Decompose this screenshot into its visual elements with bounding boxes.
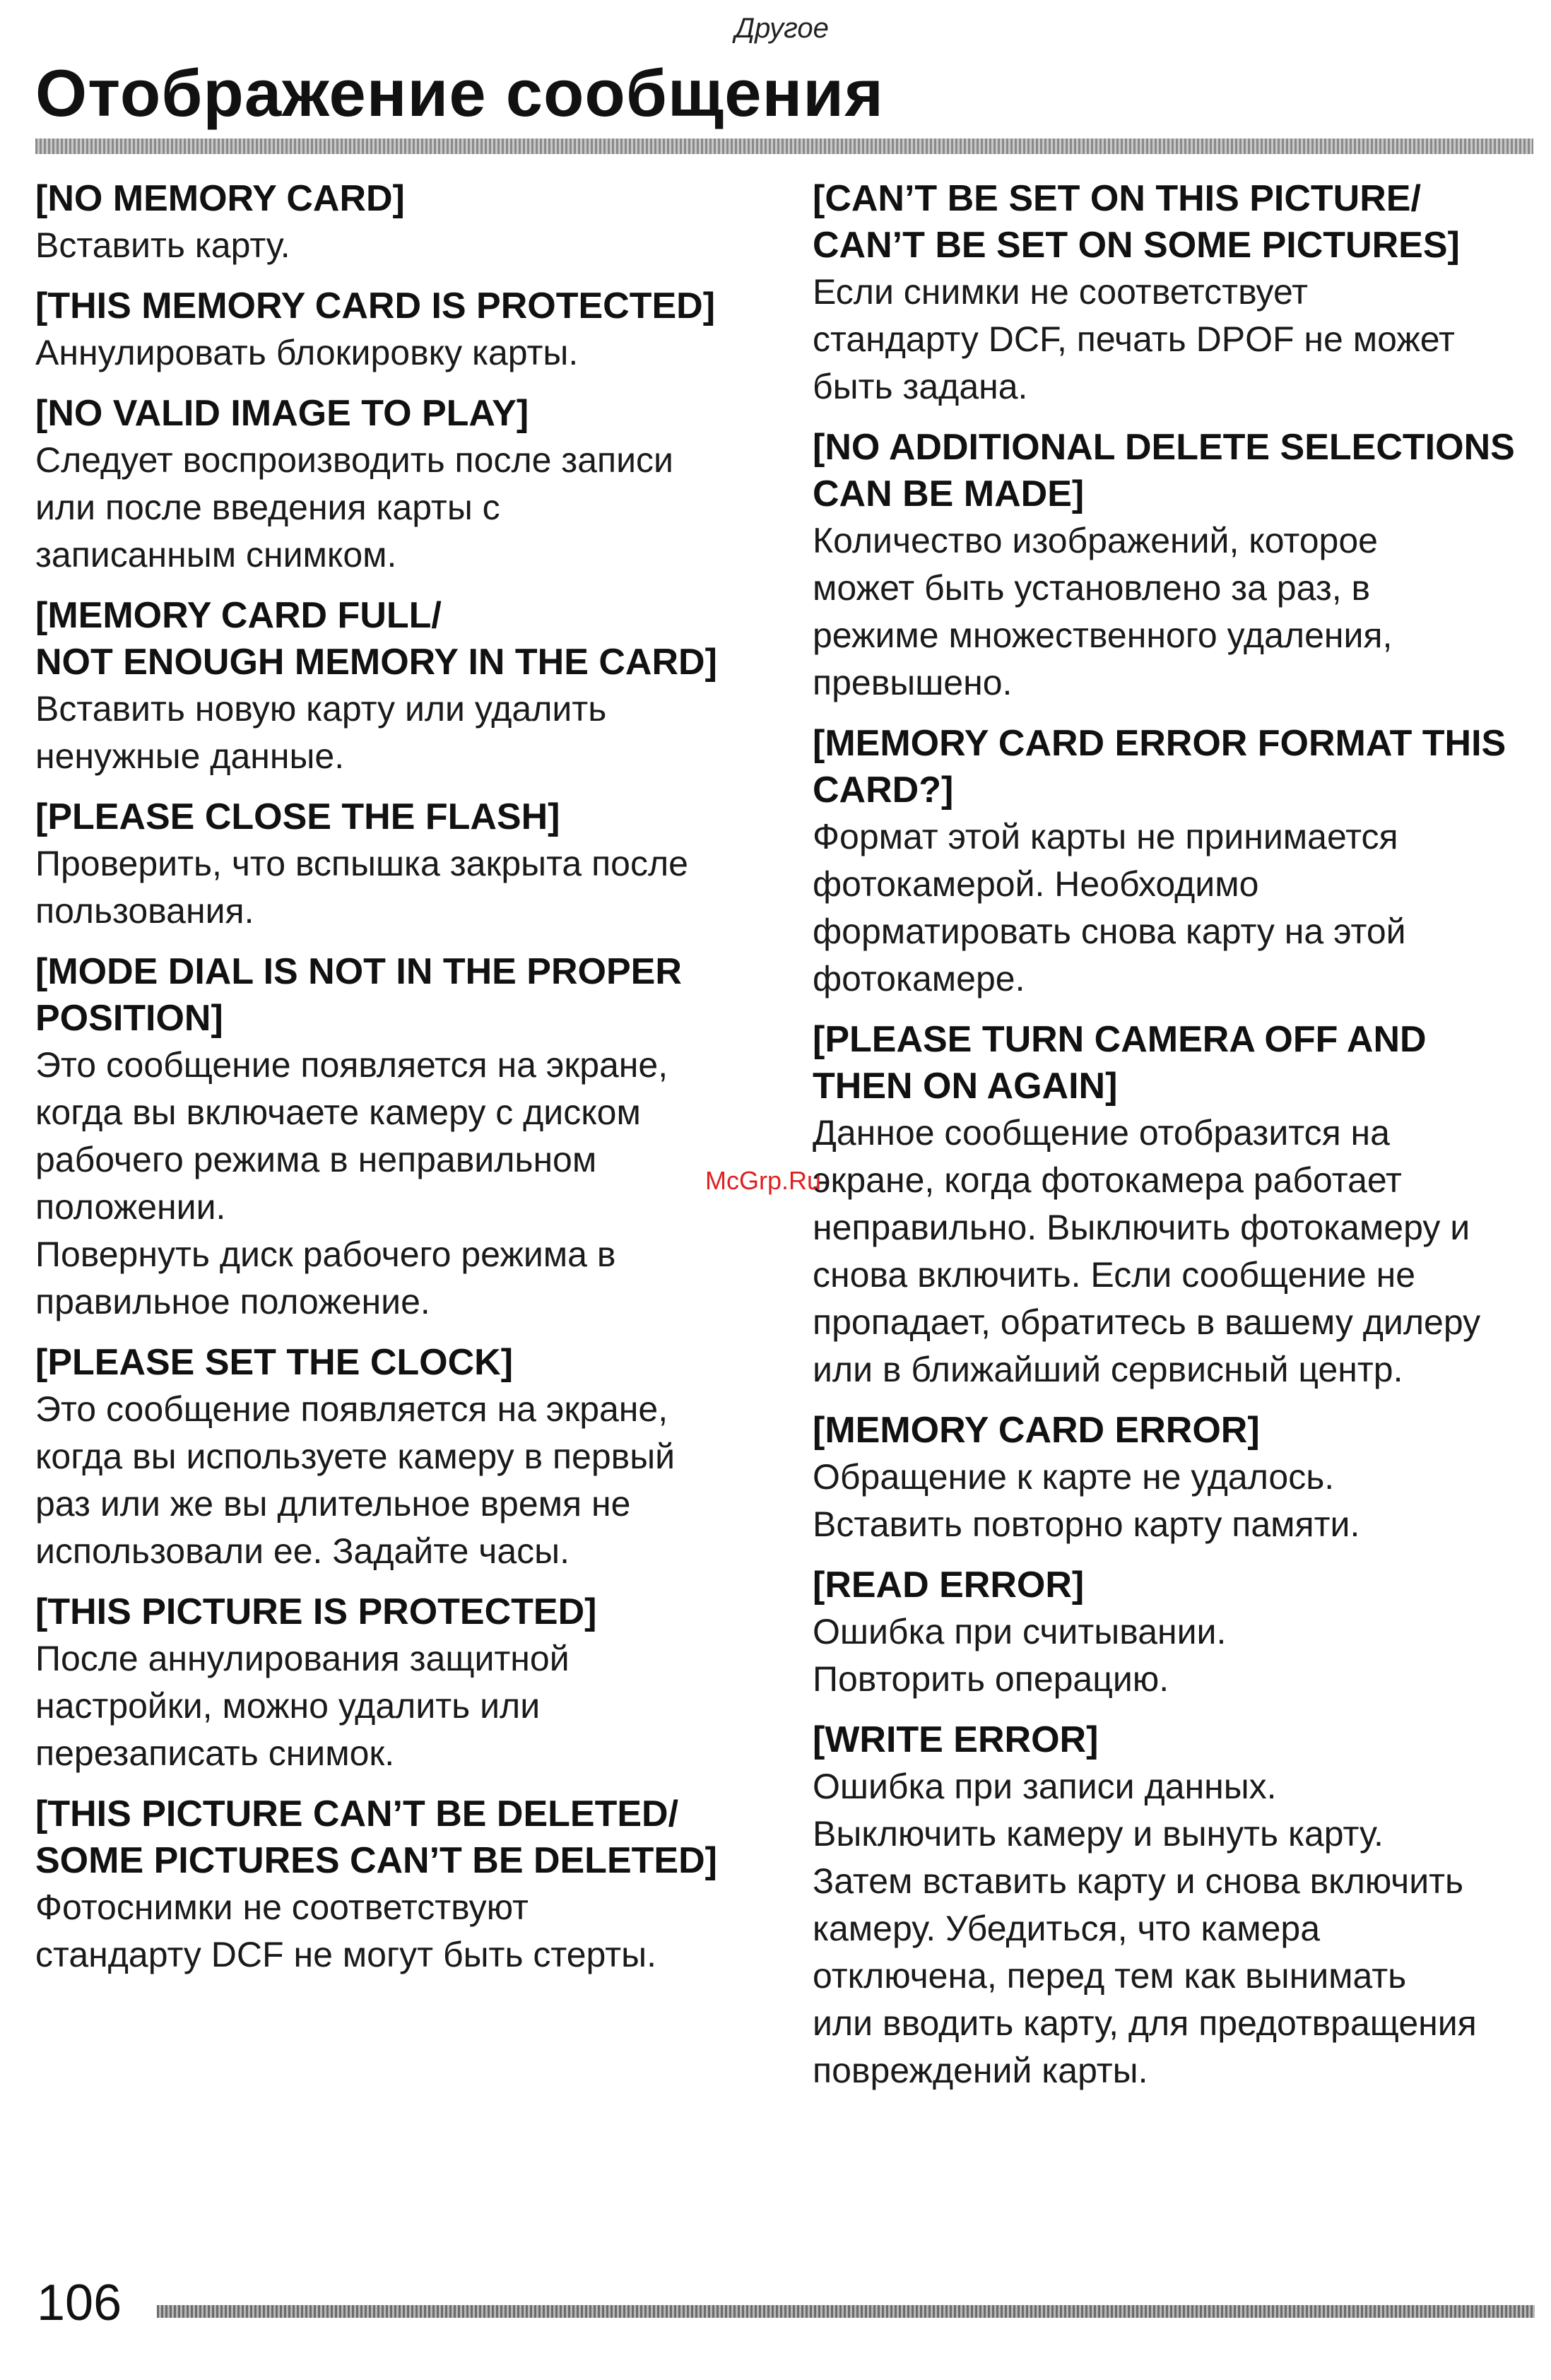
- message-description: Это сообщение появляется на экране, когда вы включаете камеру с диском рабочего режима в неправильном положении. Повернуть диск рабочего режима в правильное положение.: [35, 1045, 668, 1321]
- title-divider: [35, 139, 1533, 154]
- message-heading: [THIS PICTURE CAN’T BE DELETED/ SOME PICTURES CAN’T BE DELETED]: [35, 1793, 717, 1881]
- message-description: Фотоснимки не соответствуют стандарту DCF не могут быть стерты.: [35, 1887, 656, 1974]
- message-description: Обращение к карте не удалось. Вставить повторно карту памяти.: [813, 1457, 1360, 1544]
- message-heading: [PLEASE CLOSE THE FLASH]: [35, 796, 560, 837]
- message-entry: [813, 720, 1540, 1003]
- message-entry: [35, 1589, 763, 1777]
- message-entry: [35, 592, 763, 780]
- message-entry: [35, 1339, 763, 1575]
- message-entry: [813, 175, 1540, 411]
- page-number: 106: [37, 2275, 122, 2331]
- message-description: Это сообщение появляется на экране, когда вы используете камеру в первый раз или же вы длительное время не использовали ее. Задайте часы.: [35, 1389, 676, 1571]
- message-description: Аннулировать блокировку карты.: [35, 333, 579, 372]
- message-description: Ошибка при записи данных. Выключить камеру и вынуть карту. Затем вставить карту и снова включить камеру. Убедиться, что камера отключена, перед тем как вынимать или вводить карту, для предотвращения повреждений карты.: [813, 1767, 1477, 2090]
- watermark: McGrp.Ru: [705, 1166, 822, 1195]
- message-heading: [NO ADDITIONAL DELETE SELECTIONS CAN BE MADE]: [813, 427, 1515, 514]
- message-description: После аннулирования защитной настройки, можно удалить или перезаписать снимок.: [35, 1639, 570, 1773]
- message-entry: [813, 1562, 1540, 1703]
- message-heading: [NO VALID IMAGE TO PLAY]: [35, 393, 529, 434]
- message-description: Количество изображений, которое может быть установлено за раз, в режиме множественного удаления, превышено.: [813, 521, 1393, 702]
- message-entry: [35, 948, 763, 1326]
- message-heading: [WRITE ERROR]: [813, 1719, 1099, 1760]
- message-heading: [NO MEMORY CARD]: [35, 178, 405, 219]
- message-heading: [READ ERROR]: [813, 1565, 1085, 1606]
- message-heading: [PLEASE TURN CAMERA OFF AND THEN ON AGAIN]: [813, 1019, 1427, 1107]
- message-entry: [35, 390, 763, 579]
- message-description: Проверить, что вспышка закрыта после пользования.: [35, 844, 688, 931]
- section-label: Другое: [735, 13, 829, 44]
- message-entry: [35, 175, 763, 269]
- message-heading: [MEMORY CARD FULL/ NOT ENOUGH MEMORY IN THE CARD]: [35, 595, 717, 683]
- message-heading: [MEMORY CARD ERROR]: [813, 1410, 1260, 1451]
- message-heading: [THIS PICTURE IS PROTECTED]: [35, 1591, 597, 1632]
- message-description: Ошибка при считывании. Повторить операцию.: [813, 1612, 1227, 1699]
- message-description: Следует воспроизводить после записи или после введения карты с записанным снимком.: [35, 440, 673, 575]
- left-column: [35, 175, 763, 1992]
- message-description: Вставить карту.: [35, 225, 290, 265]
- message-entry: [813, 424, 1540, 707]
- footer-divider: [157, 2305, 1535, 2318]
- page-title: Отображение сообщения: [35, 56, 884, 130]
- message-heading: [PLEASE SET THE CLOCK]: [35, 1342, 514, 1383]
- message-heading: [CAN’T BE SET ON THIS PICTURE/ CAN’T BE SET ON SOME PICTURES]: [813, 178, 1460, 266]
- message-entry: [813, 1716, 1540, 2095]
- message-entry: [35, 794, 763, 935]
- message-description: Формат этой карты не принимается фотокамерой. Необходимо форматировать снова карту на этой фотокамере.: [813, 817, 1406, 998]
- message-description: Если снимки не соответствует стандарту DCF, печать DPOF не может быть задана.: [813, 272, 1455, 406]
- message-description: Данное сообщение отобразится на экране, когда фотокамера работает неправильно. Выключить фотокамеру и снова включить. Если сообщение не пропадает, обратитесь в вашему дилеру или в ближайший сервисный центр.: [813, 1113, 1481, 1389]
- message-entry: [35, 283, 763, 377]
- message-entry: [35, 1791, 763, 1979]
- message-entry: [813, 1407, 1540, 1548]
- message-entry: [813, 1016, 1540, 1394]
- right-column: [813, 175, 1540, 2108]
- message-description: Вставить новую карту или удалить ненужные данные.: [35, 689, 607, 776]
- message-heading: [THIS MEMORY CARD IS PROTECTED]: [35, 285, 716, 326]
- message-heading: [MODE DIAL IS NOT IN THE PROPER POSITION]: [35, 951, 682, 1039]
- message-heading: [MEMORY CARD ERROR FORMAT THIS CARD?]: [813, 723, 1506, 811]
